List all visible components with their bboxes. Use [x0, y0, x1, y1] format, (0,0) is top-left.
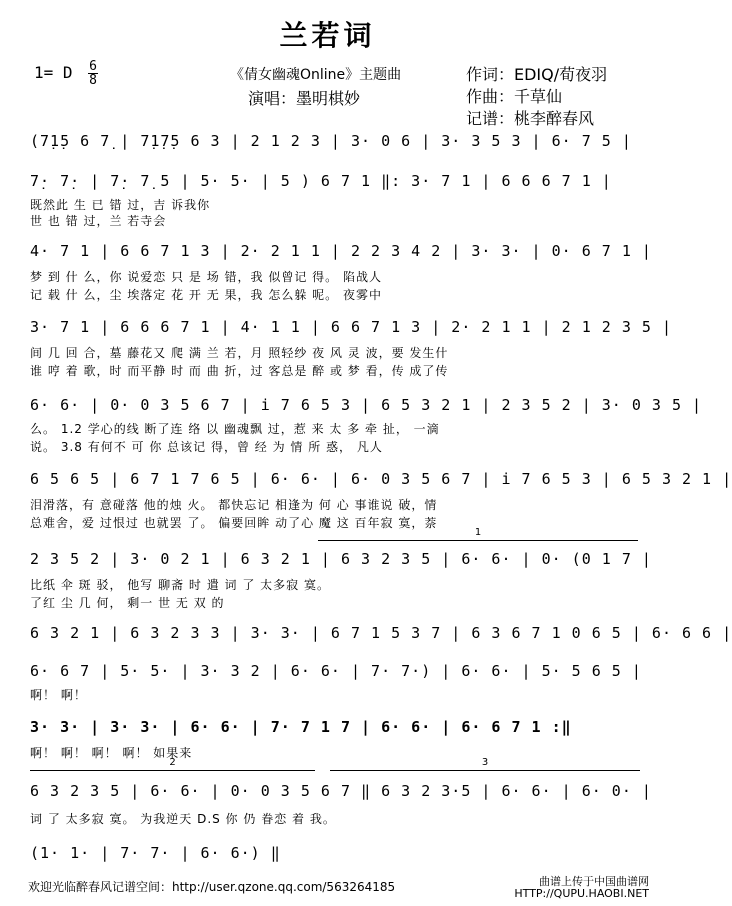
ending-bracket-3 — [330, 757, 640, 779]
lyric-row-3a: 梦 到 什 么，你 说爱恋 只 是 场 错，我 似曾记 得。 陷战人 — [30, 270, 382, 284]
ending-number-3: 3 — [481, 757, 489, 768]
score-row-12: (1· 1· | 7· 7· | 6· 6·) ‖ — [30, 844, 281, 862]
lyric-row-4b: 谁 哼 着 歌，时 而平静 时 而 曲 折，过 客总是 醉 或 梦 看，传 成了传 — [30, 364, 449, 378]
lyric-row-2a: 既然此 生 已 错 过，吉 诉我你 — [30, 198, 211, 212]
ending-number-1: 1 — [474, 527, 482, 538]
lyric-row-7b: 了红 尘 几 何， 剩一 世 无 双 的 — [30, 596, 225, 610]
score-row-7: 2 3 5 2 | 3· 0 2 1 | 6 3 2 1 | 6 3 2 3 5 | 6· 6· | 0· (0 1 7 | — [30, 550, 652, 568]
ending-bracket-1 — [318, 527, 638, 549]
watermark-line-2: HTTP://QUPU.HAOBI.NET — [514, 887, 649, 900]
lyric-row-5a: 么。 1.2 学心的线 断了连 络 以 幽魂飘 过，惹 来 太 多 牵 扯， 一滴 — [30, 422, 440, 436]
footer-watermark — [514, 876, 649, 900]
ending-number-2: 2 — [169, 757, 176, 768]
time-signature-top: 6 — [89, 59, 97, 74]
score-row-4: 3· 7 1 | 6 6 6 7 1 | 4· 1 1 | 6 6 7 1 3 | 2· 2 1 1 | 2 1 2 3 5 | — [30, 318, 672, 336]
score-row-1: (7̣1̣5 6 7̣ | 7̣1̣7̣5 6 3 | 2 1 2 3 | 3· 0 6 | 3· 3 5 3 | 6· 7 5 | — [30, 132, 632, 150]
lyric-row-6a: 泪滑落，有 意碰落 他的烛 火。 都快忘记 相逢为 何 心 事谁说 破，情 — [30, 498, 438, 512]
score-row-9: 6· 6 7 | 5· 5· | 3· 3 2 | 6· 6· | 7· 7·) | 6· 6· | 5· 5 6 5 | — [30, 662, 642, 680]
lyric-row-9a: 啊！ 啊！ — [30, 688, 87, 702]
footer-left-note: 欢迎光临醉春风记谱空间：http://user.qzone.qq.com/563264185 — [28, 880, 396, 894]
lyric-row-4a: 间 几 回 合，墓 藤花又 爬 满 兰 若，月 照轻纱 夜 风 灵 波，要 发生什 — [30, 346, 449, 360]
lyric-row-3b: 记 载 什 么，尘 埃落定 花 开 无 果，我 怎么躲 呢。 夜雾中 — [30, 288, 382, 302]
time-signature — [88, 60, 98, 87]
lyricist-credit: 作词：EDIQ/荀夜羽 — [466, 65, 608, 84]
score-row-10: 3· 3· | 3· 3· | 6· 6· | 7· 7 1 7 | 6· 6· | 6· 6 7 1 :‖ — [30, 718, 572, 736]
key-label: 1= D — [34, 63, 73, 82]
score-row-6: 6 5 6 5 | 6 7 1 7 6 5 | 6· 6· | 6· 0 3 5 6 7 | i 7 6 5 3 | 6 5 3 2 1 | — [30, 470, 732, 488]
score-row-11: 6 3 2 3 5 | 6· 6· | 0· 0 3 5 6 7 ‖ 6 3 2 3·5 | 6· 6· | 6· 0· | — [30, 782, 652, 800]
page-title: 兰若词 — [279, 19, 376, 52]
score-row-3: 4· 7 1 | 6 6 7 1 3 | 2· 2 1 1 | 2 2 3 4 2 | 3· 3· | 0· 6 7 1 | — [30, 242, 652, 260]
singer-credit: 演唱：墨明棋妙 — [248, 89, 361, 108]
source-note: 《倩女幽魂Online》主题曲 — [230, 67, 402, 83]
transcriber-credit: 记谱：桃李醉春风 — [466, 109, 595, 128]
composer-credit: 作曲：千草仙 — [466, 87, 563, 106]
key-signature — [34, 60, 98, 87]
lyric-row-5b: 说。 3.8 有何不 可 你 总该记 得，曾 经 为 情 所 惑， 凡人 — [30, 440, 383, 454]
score-row-2: 7̣· 7̣· | 7̣· 7̣ 5 | 5· 5· | 5 ) 6 7 1 ‖: 3· 7 1 | 6 6 6 7 1 | — [30, 172, 612, 190]
lyric-row-2b: 世 也 错 过，兰 若寺会 — [30, 214, 167, 228]
time-signature-bottom: 8 — [89, 73, 97, 88]
lyric-row-10a: 啊！ 啊！ 啊！ 啊！ 如果来 — [30, 746, 193, 760]
score-row-8: 6 3 2 1 | 6 3 2 3 3 | 3· 3· | 6 7 1 5 3 7 | 6 3 6 7 1 0 6 5 | 6· 6 6 | — [30, 624, 732, 642]
ending-bracket-2 — [30, 757, 315, 779]
score-row-5: 6· 6· | 0· 0 3 5 6 7 | i 7 6 5 3 | 6 5 3 2 1 | 2 3 5 2 | 3· 0 3 5 | — [30, 396, 703, 414]
watermark-line-1: 曲谱上传于中国曲谱网 — [539, 875, 649, 888]
lyric-row-7a: 比纸 伞 斑 驳， 他写 聊斋 时 遣 词 了 太多寂 寞。 — [30, 578, 330, 592]
lyric-row-11a: 词 了 太多寂 寞。 为我逆天 D.S 你 仍 眷恋 着 我。 — [30, 812, 336, 826]
lyric-row-6b: 总难舍，爱 过恨过 也就罢 了。 偏要回眸 动了心 魔 这 百年寂 寞，萘 — [30, 516, 438, 530]
